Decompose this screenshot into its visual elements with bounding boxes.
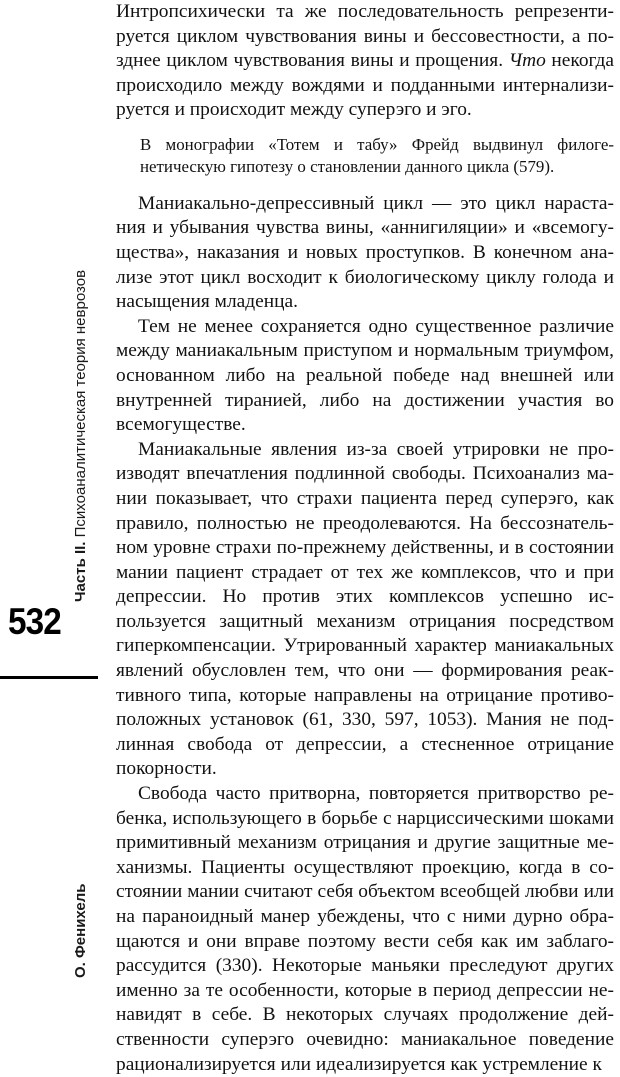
running-head-part: Часть II. [72, 541, 89, 602]
page-margin-sidebar [0, 0, 110, 997]
paragraph-1-emphasis: Что [508, 50, 546, 72]
paragraph-1 [116, 0, 614, 123]
running-author: О. Фенихель [72, 883, 89, 978]
paragraph-3: Тем не менее сохраняется одно существенное различие между маниакальным приступом и нормальным триумфом, основанном либо на реальной победе над внешней или внутренней тиранией, либо на достижении участия во всемогуществе. [116, 315, 614, 436]
footnote-block: В монографии «Тотем и табу» Фрейд выдвинул филогенетическую гипотезу о становлении данного цикла (579). [140, 134, 614, 177]
paragraph-1-end: некогда происходило между вождями и подданными интернализируется и происходит между суперэго и эго. [116, 50, 614, 121]
body-text [116, 0, 614, 1077]
page-number-rule [0, 676, 98, 679]
running-head-title: Психоаналитическая теория неврозов [72, 269, 89, 538]
paragraph-2: Маниакально-депрессивный цикл — это цикл нарастания и убывания чувства вины, «аннигиляции» и «всемогущества», наказания и новых проступков. В конечном анализе этот цикл восходит к биологическому циклу голода и насыщения младенца. [116, 192, 614, 313]
page-number: 532 [8, 601, 61, 642]
paragraph-4: Маниакальные явления из-за своей утрировки не производят впечатления подлинной свободы. Психоанализ мании показывает, что страхи пациента перед суперэго, как правило, полностью не преодолеваются. На бессознательном уровне страхи по-прежнему действенны, и в состоянии мании пациент страдает от тех же комплексов, что и при депрессии. Но против этих комплексов успешно используется защитный механизм отрицания посредством гиперкомпенсации. Утрированный характер маниакальных явлений обусловлен тем, что они — формирования реактивного типа, которые направлены на отрицание противоположных установок (61, 330, 597, 1053). Мания не подлинная свобода от депрессии, а стесненное отрицание покорности. [116, 438, 614, 780]
paragraph-5: Свобода часто притворна, повторяется притворство ребенка, использующего в борьбе с нарциссическими шоками примитивный механизм отрицания и другие защитные механизмы. Пациенты осуществляют проекцию, когда в состоянии мании считают себя объектом всеобщей любви или на параноидный манер убеждены, что с ними дурно обращаются и они вправе поэтому вести себя как им заблагорассудится (330). Некоторые маньяки преследуют других именно за те особенности, которые в период депрессии ненавидят в себе. В некоторых случаях продолжение действенности суперэго очевидно: маниакальное поведение рационализируется или идеализируется как устремление к [116, 783, 614, 1075]
paragraph-1-start: Интропсихически та же последовательность репрезентируется циклом чувствования вины и бессовестности, а позднее циклом чувствования вины и прощения. [116, 1, 614, 72]
running-head [72, 270, 89, 602]
